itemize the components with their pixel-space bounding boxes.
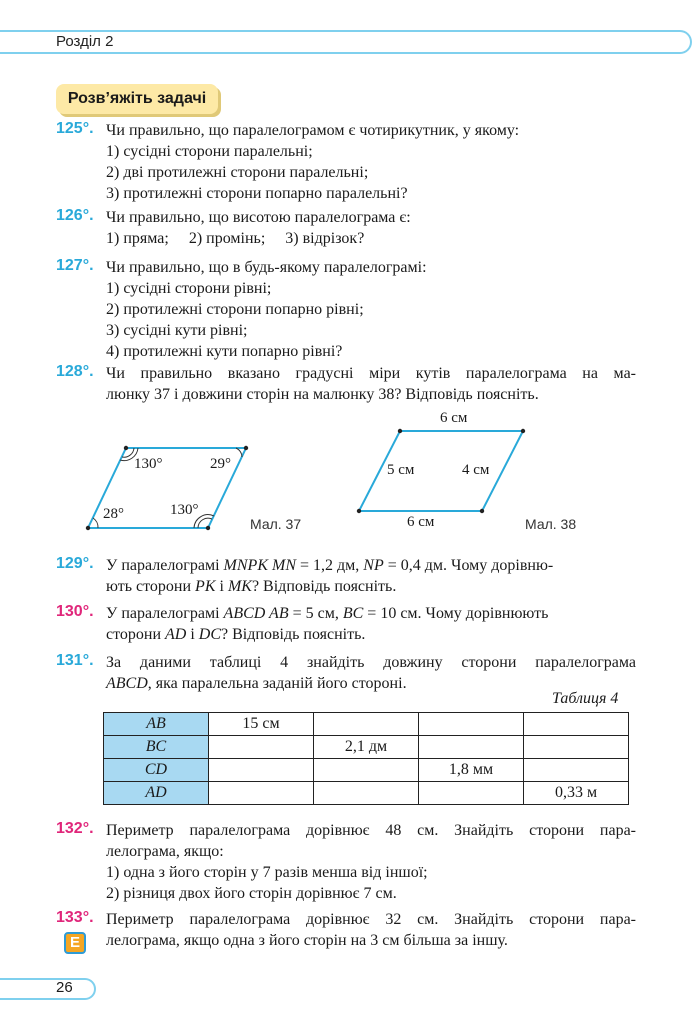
problem-130: 130°. У паралелограмі ABCD AB = 5 см, BC = 10 см. Чому дорівнюють сторони AD і DC? Відповідь поясніть. [56, 603, 549, 643]
problem-number: 131°. [56, 652, 94, 669]
figure-caption: Мал. 38 [525, 516, 577, 532]
angle-label: 130° [170, 502, 199, 518]
table-row: AD 0,33 м [104, 782, 629, 805]
list-item: 1) одна з його сторін у 7 разів менша від іншої; [106, 864, 428, 881]
list-item: 2) дві протилежні сторони паралельні; [106, 164, 369, 181]
problem-text: За даними таблиці 4 знайдіть довжину сторони паралелограма [106, 654, 636, 671]
problem-131: 131°. За даними таблиці 4 знайдіть довжину сторони паралелограма ABCD, яка паралельна заданій його стороні. [56, 652, 636, 692]
list-item: 1) сусідні сторони рівні; [106, 280, 272, 297]
problem-number: 130°. [56, 603, 94, 620]
problem-text: Периметр паралелограма дорівнює 48 см. Знайдіть сторони пара- [106, 822, 636, 839]
side-label: 4 см [462, 462, 490, 478]
problem-number: 126°. [56, 207, 94, 224]
page-number: 26 [56, 979, 73, 996]
problem-128 [56, 363, 636, 405]
problem-text: лелограма, якщо одна з його сторін на 3 см більша за іншу. [106, 932, 508, 949]
problem-text: Чи правильно вказано градусні міри кутів паралелограма на ма- [106, 365, 636, 382]
angle-label: 29° [210, 456, 231, 472]
problem-number: 132°. [56, 820, 94, 837]
table-4 [103, 712, 629, 805]
figure-caption: Мал. 37 [250, 516, 302, 532]
problem-text: лелограма, якщо: [106, 843, 224, 860]
figure-38-parallelogram [355, 425, 535, 517]
problem-number: 127°. [56, 257, 94, 274]
answer-options: 1) пряма; 2) промінь; 3) відрізок? [106, 230, 365, 247]
problem-text: Чи правильно, що в будь-якому паралелограмі: [106, 259, 427, 276]
problem-text: Чи правильно, що паралелограмом є чотирикутник, у якому: [106, 122, 520, 139]
problem-number: 129°. [56, 555, 94, 572]
solve-tasks-badge: Розв’яжіть задачі [56, 84, 218, 114]
problem-125 [56, 120, 636, 204]
problem-number: 133°. [56, 909, 94, 926]
e-level-icon: E [64, 932, 86, 954]
problem-126 [56, 207, 636, 249]
list-item: 2) різниця двох його сторін дорівнює 7 см. [106, 885, 397, 902]
section-title: Розділ 2 [56, 33, 114, 50]
side-label: 6 см [440, 410, 468, 426]
problem-text: Периметр паралелограма дорівнює 32 см. Знайдіть сторони пара- [106, 911, 636, 928]
table-row: CD 1,8 мм [104, 759, 629, 782]
problem-127 [56, 257, 636, 362]
problem-number: 125°. [56, 120, 94, 137]
problem-text: люнку 37 і довжини сторін на малюнку 38? Відповідь поясніть. [106, 386, 539, 403]
list-item: 1) сусідні сторони паралельні; [106, 143, 313, 160]
side-label: 6 см [407, 514, 435, 530]
page-number-bar [0, 978, 96, 1000]
problem-132 [56, 820, 636, 904]
list-item: 3) сусідні кути рівні; [106, 322, 248, 339]
side-label: 5 см [387, 462, 415, 478]
angle-label: 28° [103, 506, 124, 522]
problem-text: Чи правильно, що висотою паралелограма є: [106, 209, 411, 226]
angle-label: 130° [134, 456, 163, 472]
table-caption: Таблиця 4 [552, 690, 619, 707]
table-row: BC 2,1 дм [104, 736, 629, 759]
problem-129: 129°. У паралелограмі MNPK MN = 1,2 дм, NP = 0,4 дм. Чому дорівню- ють сторони PK і MK? Відповідь поясніть. [56, 555, 554, 595]
problem-133 [56, 909, 636, 951]
problem-number: 128°. [56, 363, 94, 380]
table-row: AB 15 см [104, 713, 629, 736]
list-item: 4) протилежні кути попарно рівні? [106, 343, 343, 360]
list-item: 3) протилежні сторони попарно паралельні? [106, 185, 408, 202]
list-item: 2) протилежні сторони попарно рівні; [106, 301, 364, 318]
